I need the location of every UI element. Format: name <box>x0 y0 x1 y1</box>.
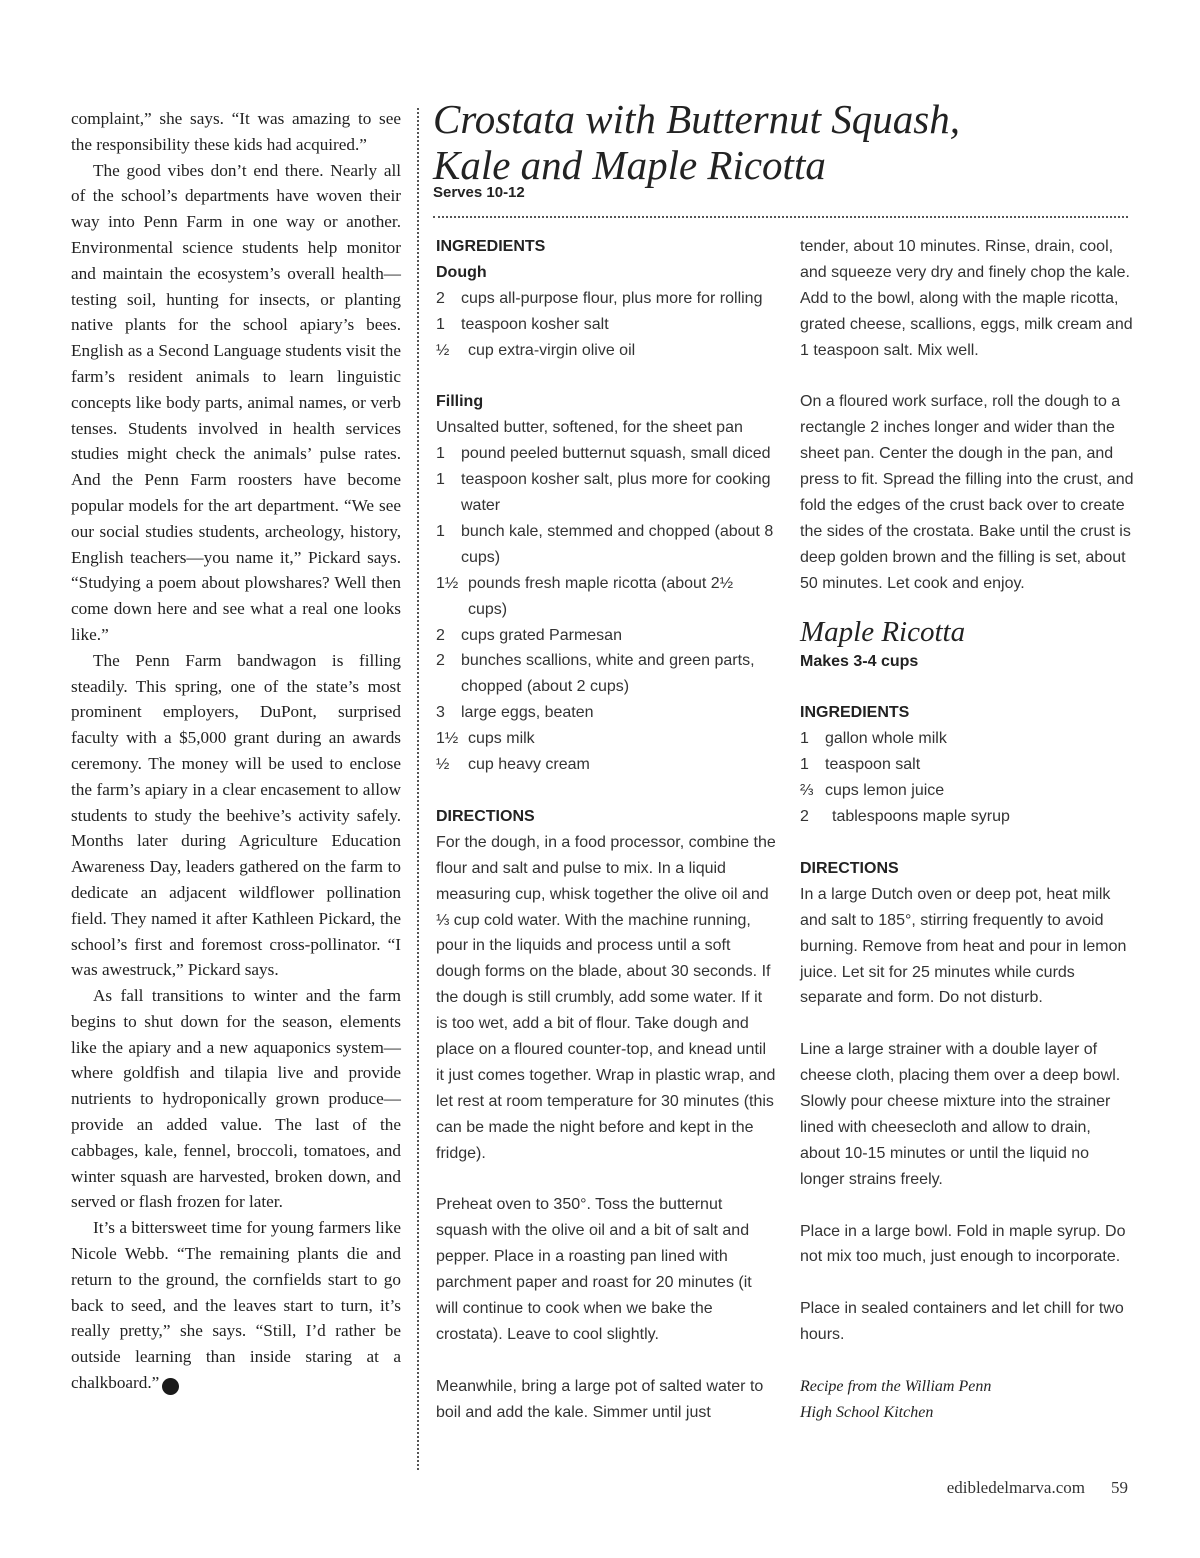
ingredient-text: cups all-purpose flour, plus more for rolling <box>461 289 763 307</box>
ingredient-qty: 2 <box>436 652 445 670</box>
ingredient-qty: 1½ <box>436 574 459 592</box>
ingredient-item <box>436 519 776 571</box>
ingredient-text: pound peeled butternut squash, small diced <box>461 445 771 463</box>
ingredient-item <box>800 752 1135 778</box>
recipe-column-2 <box>800 234 1135 1426</box>
ingredient-item <box>436 312 776 338</box>
ingredient-qty: 1 <box>436 445 445 463</box>
ingredient-item <box>436 571 776 623</box>
credit-line: Recipe from the William Penn <box>800 1377 992 1395</box>
direction-paragraph: Meanwhile, bring a large pot of salted water to boil and add the kale. Simmer until just <box>436 1377 764 1421</box>
ingredient-text: gallon whole milk <box>825 730 947 748</box>
ingredient-item <box>800 726 1135 752</box>
ingredient-text: bunches scallions, white and green parts, chopped (about 2 cups) <box>461 652 755 696</box>
column-divider <box>417 108 419 1470</box>
ingredient-qty: 2 <box>436 626 445 644</box>
maple-ricotta-title: Maple Ricotta <box>800 615 966 648</box>
article-paragraph: The Penn Farm bandwagon is filling steadily. This spring, one of the state’s most prominent employers, DuPont, surprised faculty with a $5,000 grant during an awards ceremony. The money will be used to enclose the farm’s apiary in a clear encasement to allow students to study the beehive’s activity safely. Months later during Agriculture Education Awareness Day, leaders gathered on the farm to dedicate an adjacent wildflower pollination field. They named it after Kathleen Pickard, the school’s first and foremost cross-pollinator. “I was awestruck,” Pickard says. <box>71 650 401 980</box>
direction-paragraph: tender, about 10 minutes. Rinse, drain, cool, and squeeze very dry and finely chop the kale. Add to the bowl, along with the maple ricotta, grated cheese, scallions, eggs, milk cream and 1 teaspoon salt. Mix well. <box>800 238 1133 359</box>
ingredient-text: cup heavy cream <box>468 756 590 774</box>
ingredient-qty: 1 <box>436 471 445 489</box>
maple-directions-heading: DIRECTIONS <box>800 859 899 877</box>
recipe-credit <box>800 1374 1135 1426</box>
ingredient-item <box>436 338 776 364</box>
ingredient-text: cups milk <box>468 730 535 748</box>
article-paragraph: complaint,” she says. “It was amazing to see the responsibility these kids had acquired.” <box>71 109 401 154</box>
ingredient-text: pounds fresh maple ricotta (about 2½ cups) <box>468 574 734 618</box>
filling-intro: Unsalted butter, softened, for the sheet pan <box>436 419 743 437</box>
ingredient-text: teaspoon kosher salt, plus more for cooking water <box>461 471 771 515</box>
ingredient-item <box>436 286 776 312</box>
ingredient-item <box>436 648 776 700</box>
article-paragraph-last <box>71 1215 401 1396</box>
recipe-title <box>433 96 1133 188</box>
ingredients-heading: INGREDIENTS <box>436 238 546 255</box>
recipe-title-line: Crostata with Butternut Squash, <box>433 96 960 142</box>
direction-paragraph: In a large Dutch oven or deep pot, heat milk and salt to 185°, stirring frequently to avoid burning. Remove from heat and pour in lemon juice. Let sit for 25 minutes while curds separate and form. Do not disturb. <box>800 885 1127 1007</box>
direction-paragraph: Place in sealed containers and let chill for two hours. <box>800 1300 1124 1344</box>
recipe-divider <box>433 216 1128 218</box>
ingredient-text: bunch kale, stemmed and chopped (about 8 cups) <box>461 522 774 566</box>
page-footer <box>947 1478 1128 1498</box>
ingredient-text: cups grated Parmesan <box>461 626 622 644</box>
ingredient-text: teaspoon salt <box>825 756 921 774</box>
credit-line: High School Kitchen <box>800 1403 934 1421</box>
ingredient-qty: ½ <box>436 341 450 359</box>
direction-paragraph: Line a large strainer with a double layer of cheese cloth, placing them over a deep bowl. Slowly pour cheese mixture into the strainer lined with cheesecloth and allow to drain, about 10-15 minutes or until the liquid no longer strains freely. <box>800 1041 1121 1188</box>
direction-paragraph: On a floured work surface, roll the dough to a rectangle 2 inches longer and wider than the sheet pan. Center the dough in the pan, and press to fit. Spread the filling into the crust, and fold the edges of the crust back over to create the sides of the crostata. Bake until the crust is deep golden brown and the filling is set, about 50 minutes. Let cook and enjoy. <box>800 393 1134 592</box>
recipe-title-line: Kale and Maple Ricotta <box>433 142 826 188</box>
maple-ricotta-makes: Makes 3-4 cups <box>800 652 919 670</box>
ingredient-qty: 1 <box>436 522 445 540</box>
ingredient-item <box>436 623 776 649</box>
ingredient-text: cups lemon juice <box>825 782 945 800</box>
ingredient-qty: ½ <box>436 756 450 774</box>
direction-paragraph: For the dough, in a food processor, combine the flour and salt and pulse to mix. In a liquid measuring cup, whisk together the olive oil and ⅓ cup cold water. With the machine running, pour in the liquids and process until a soft dough forms on the blade, about 30 seconds. If the dough is still crumbly, add some water. If it is too wet, add a bit of flour. Take dough and place on a floured counter-top, and knead until it just comes together. Wrap in plastic wrap, and let rest at room temperature for 30 minutes (this can be made the night before and kept in the fridge). <box>436 833 776 1162</box>
footer-site: edibledelmarva.com <box>946 1478 1085 1497</box>
article-paragraph: The good vibes don’t end there. Nearly all of the school’s departments have woven their way into Penn Farm in one way or another. Environmental science students help monitor and maintain the ecosystem’s overall health—testing soil, hunting for insects, or planting native plants for the school apiary’s bees. English as a Second Language students visit the farm’s resident animals to learn linguistic concepts like body parts, animal names, or verb tenses. Students involved in health services studies might check the animals’ pulse rates. And the Penn Farm roosters have become popular models for the art department. “We see our social studies students, archeology, history, English teachers—you name it,” Pickard says. “Studying a poem about plowshares? Well then come down here and see what a real one looks like.” <box>71 160 401 644</box>
maple-ingredients-heading: INGREDIENTS <box>800 704 910 722</box>
ingredient-text: cup extra-virgin olive oil <box>468 341 636 359</box>
ingredient-qty: ⅔ <box>800 782 814 800</box>
ingredient-qty: 1½ <box>436 730 459 748</box>
ingredient-item <box>800 804 1135 830</box>
recipe-column-1 <box>436 234 776 1426</box>
ingredient-item <box>436 441 776 467</box>
ingredient-qty: 2 <box>436 289 445 307</box>
ingredient-item <box>436 700 776 726</box>
ingredient-qty: 1 <box>800 756 809 774</box>
ingredient-item <box>436 467 776 519</box>
ingredient-qty: 1 <box>436 315 445 333</box>
ingredient-text: teaspoon kosher salt <box>461 315 609 333</box>
ingredient-text: large eggs, beaten <box>461 704 594 722</box>
ingredient-qty: 2 <box>800 808 809 826</box>
ingredient-item <box>436 752 776 778</box>
recipe-serves: Serves 10-12 <box>433 184 525 201</box>
article-paragraph-text: It’s a bittersweet time for young farmers like Nicole Webb. “The remaining plants die and return to the ground, the cornfields start to go back to seed, and the leaves start to turn, it’s really pretty,” she says. “Still, I’d rather be outside learning than inside staring at a chalkboard.” <box>71 1218 401 1393</box>
ingredient-item <box>800 778 1135 804</box>
ingredient-text: tablespoons maple syrup <box>832 808 1010 826</box>
article-paragraph: As fall transitions to winter and the farm begins to shut down for the season, elements like the apiary and a new aquaponics system—where goldfish and tilapia live and provide nutrients to hydroponically grown produce—provide an added value. The last of the cabbages, kale, fennel, broccoli, tomatoes, and winter squash are harvested, broken down, and served or flash frozen for later. <box>71 986 401 1212</box>
page-number: 59 <box>1111 1478 1128 1497</box>
ingredient-qty: 3 <box>436 704 445 722</box>
edible-end-mark-icon: e <box>162 1378 179 1395</box>
article-column <box>71 106 401 1396</box>
ingredient-qty: 1 <box>800 730 809 748</box>
direction-paragraph: Place in a large bowl. Fold in maple syrup. Do not mix too much, just enough to incorporate. <box>800 1222 1126 1266</box>
dough-heading: Dough <box>436 263 487 281</box>
ingredient-item <box>436 726 776 752</box>
filling-heading: Filling <box>436 393 484 411</box>
directions-heading: DIRECTIONS <box>436 807 535 825</box>
direction-paragraph: Preheat oven to 350°. Toss the butternut squash with the olive oil and a bit of salt and pepper. Place in a roasting pan lined with parchment paper and roast for 20 minutes (it will continue to cook when we bake the crostata). Leave to cool slightly. <box>436 1196 752 1344</box>
